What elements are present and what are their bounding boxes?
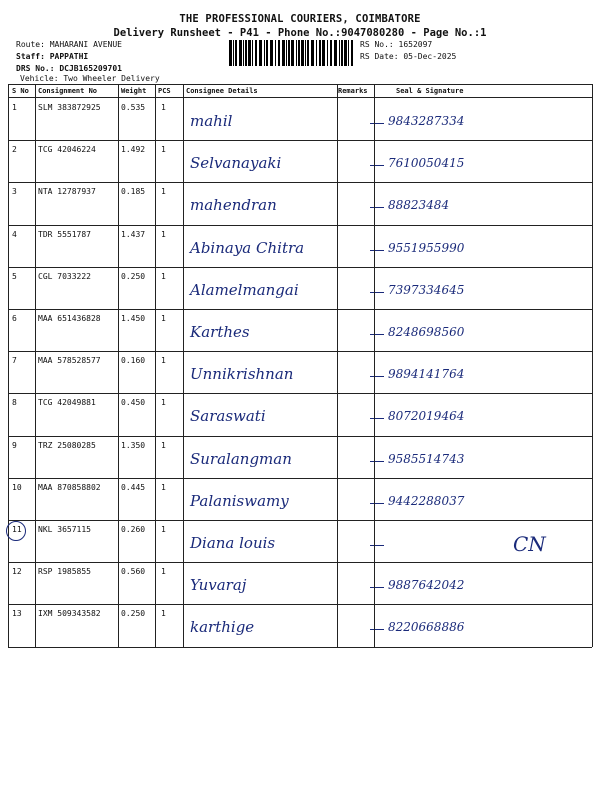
drs-label: DRS No.: DCJB165209701	[16, 64, 122, 73]
row-consignment: TDR 5551787	[38, 229, 91, 239]
remarks-mark	[370, 418, 384, 419]
remarks-mark	[370, 629, 384, 630]
barcode-bar	[275, 40, 276, 66]
remarks-mark	[370, 165, 384, 166]
table-row	[8, 309, 592, 351]
barcode-bar	[278, 40, 280, 66]
table-row	[8, 478, 592, 520]
remarks-mark	[370, 207, 384, 208]
barcode-bar	[229, 40, 232, 66]
row-pcs: 1	[161, 567, 166, 577]
barcode-bar	[301, 40, 304, 66]
column-rule	[337, 84, 338, 647]
barcode-bar	[341, 40, 343, 66]
col-consignment: Consignment No	[38, 87, 98, 95]
row-signature: 8072019464	[388, 409, 465, 424]
table-row	[8, 393, 592, 435]
row-sno: 7	[12, 356, 17, 366]
row-pcs: 1	[161, 525, 166, 534]
table-header	[8, 86, 592, 97]
barcode-bar	[344, 40, 347, 66]
barcode-bar	[330, 40, 332, 66]
runsheet-subtitle: Delivery Runsheet - P41 - Phone No.:9047080280 - Page No.:1	[113, 27, 487, 39]
row-consignee-handwritten: mahil	[190, 112, 233, 130]
row-sno: 5	[12, 271, 17, 281]
row-weight: 0.260	[121, 525, 146, 534]
remarks-mark	[370, 334, 384, 335]
row-consignment: TCG 42049881	[38, 398, 96, 408]
remarks-mark	[370, 587, 384, 588]
column-rule	[374, 84, 375, 647]
barcode-bar	[351, 40, 353, 66]
row-weight: 1.437	[121, 229, 146, 239]
barcode-bar	[235, 40, 237, 66]
row-sno: 10	[12, 482, 22, 492]
row-consignee-handwritten: Saraswati	[190, 407, 266, 426]
col-remarks: Remarks	[338, 87, 368, 95]
row-consignment: MAA 870858802	[38, 482, 101, 492]
row-weight: 1.450	[121, 314, 146, 323]
row-consignee-handwritten: Diana louis	[190, 534, 276, 552]
barcode-bar	[243, 40, 244, 66]
remarks-mark	[370, 292, 384, 293]
row-consignment: NKL 3657115	[38, 525, 91, 534]
row-pcs: 1	[161, 271, 166, 281]
table-row	[8, 267, 592, 309]
row-pcs: 1	[161, 356, 166, 366]
row-consignee-handwritten: mahendran	[190, 196, 277, 215]
route-label: Route: MAHARANI AVENUE	[16, 40, 122, 49]
barcode-bar	[334, 40, 337, 66]
barcode-bar	[266, 40, 268, 66]
row-sno: 3	[12, 187, 17, 197]
row-weight: 1.492	[121, 145, 146, 155]
table-row	[8, 436, 592, 478]
row-sno: 12	[12, 567, 22, 577]
barcode-bar	[288, 40, 290, 66]
row-pcs: 1	[161, 314, 166, 323]
barcode-bar	[298, 40, 300, 66]
row-weight: 0.160	[121, 356, 146, 366]
remarks-mark	[370, 503, 384, 504]
row-consignment: TCG 42046224	[38, 145, 96, 155]
row-consignment: IXM 509343582	[38, 609, 101, 619]
barcode-bar	[296, 40, 297, 66]
row-consignment: SLM 383872925	[38, 103, 101, 112]
barcode-bar	[233, 40, 234, 66]
barcode-bar	[255, 40, 257, 66]
table-row	[8, 182, 592, 224]
barcode-bar	[248, 40, 251, 66]
company-title: THE PROFESSIONAL COURIERS, COIMBATORE	[179, 13, 421, 25]
row-consignee-handwritten: Abinaya Chitra	[190, 238, 305, 257]
column-rule	[155, 84, 156, 647]
remarks-mark	[370, 376, 384, 377]
col-seal: Seal & Signature	[396, 87, 464, 95]
col-weight: Weight	[121, 87, 147, 95]
row-weight: 1.350	[121, 440, 146, 450]
row-consignment: MAA 578528577	[38, 356, 101, 366]
row-consignee-handwritten: Palaniswamy	[190, 491, 289, 510]
row-sno: 9	[12, 440, 17, 450]
col-pcs: PCS	[158, 87, 171, 95]
barcode-bar	[307, 40, 309, 66]
row-signature: 9894141764	[388, 367, 465, 382]
row-consignee-handwritten: Alamelmangai	[190, 280, 299, 299]
barcode-bar	[282, 40, 285, 66]
row-consignee-handwritten: karthige	[190, 618, 255, 637]
rs-date-label: RS Date: 05-Dec-2025	[360, 52, 457, 61]
row-signature: 9887642042	[388, 578, 465, 593]
column-rule	[592, 84, 593, 647]
remarks-mark	[370, 123, 384, 124]
row-consignment: RSP 1985855	[38, 567, 91, 577]
barcode-bar	[322, 40, 325, 66]
row-sno: 8	[12, 398, 17, 408]
barcode-bar	[311, 40, 314, 66]
barcode-bar	[339, 40, 340, 66]
table-top-rule	[8, 84, 592, 85]
row-sno: 6	[12, 314, 17, 323]
row-weight: 0.535	[121, 103, 146, 112]
row-consignment: MAA 651436828	[38, 314, 101, 323]
row-pcs: 1	[161, 229, 166, 239]
row-weight: 0.250	[121, 609, 146, 619]
row-pcs: 1	[161, 398, 166, 408]
column-rule	[183, 84, 184, 647]
vehicle-label: Vehicle: Two Wheeler Delivery	[20, 74, 160, 83]
row-sno: 13	[12, 609, 22, 619]
row-weight: 0.560	[121, 567, 146, 577]
row-pcs: 1	[161, 187, 166, 197]
table-row	[8, 225, 592, 267]
row-pcs: 1	[161, 145, 166, 155]
row-divider	[8, 647, 592, 648]
row-signature: 8220668886	[388, 620, 465, 635]
row-signature: 9843287334	[388, 114, 465, 128]
row-signature: 9442288037	[388, 493, 465, 508]
col-consignee: Consignee Details	[186, 87, 258, 95]
remarks-mark	[370, 461, 384, 462]
barcode-bar	[286, 40, 287, 66]
barcode	[229, 40, 354, 66]
row-consignee-handwritten: Unnikrishnan	[190, 365, 294, 384]
row-signature: 88823484	[388, 198, 450, 213]
barcode-bar	[239, 40, 242, 66]
barcode-bar	[270, 40, 273, 66]
row-signature: CN	[513, 532, 546, 556]
column-rule	[118, 84, 119, 647]
barcode-bar	[259, 40, 262, 66]
row-consignee-handwritten: Yuvaraj	[190, 576, 247, 595]
row-consignment: TRZ 25080285	[38, 440, 96, 450]
row-signature: 7610050415	[388, 156, 465, 171]
row-highlight-circle	[6, 521, 26, 541]
column-rule	[8, 84, 9, 647]
table-row	[8, 140, 592, 182]
row-sno: 2	[12, 145, 17, 155]
row-consignment: NTA 12787937	[38, 187, 96, 197]
table-row	[8, 604, 592, 646]
table-row	[8, 351, 592, 393]
row-sno: 1	[12, 103, 17, 112]
barcode-bar	[327, 40, 328, 66]
row-pcs: 1	[161, 103, 166, 112]
row-signature: 7397334645	[388, 282, 465, 297]
row-consignment: CGL 7033222	[38, 271, 91, 281]
barcode-bar	[245, 40, 247, 66]
row-signature: 9585514743	[388, 451, 465, 466]
table-row	[8, 520, 592, 562]
barcode-bar	[348, 40, 349, 66]
barcode-bar	[319, 40, 321, 66]
col-sno: S No	[12, 87, 29, 95]
staff-label: Staff: PAPPATHI	[16, 52, 89, 61]
row-consignee-handwritten: Selvanayaki	[190, 154, 282, 173]
remarks-mark	[370, 545, 384, 546]
row-signature: 8248698560	[388, 325, 465, 339]
row-consignee-handwritten: Suralangman	[190, 449, 292, 468]
barcode-bar	[291, 40, 294, 66]
table-row	[8, 562, 592, 604]
row-signature: 9551955990	[388, 240, 465, 255]
barcode-bar	[316, 40, 317, 66]
row-weight: 0.185	[121, 187, 146, 197]
row-weight: 0.450	[121, 398, 146, 408]
row-sno: 11	[12, 525, 22, 534]
barcode-bar	[264, 40, 265, 66]
column-rule	[35, 84, 36, 647]
row-sno: 4	[12, 229, 17, 239]
row-pcs: 1	[161, 609, 166, 619]
row-consignee-handwritten: Karthes	[190, 323, 250, 341]
remarks-mark	[370, 250, 384, 251]
row-pcs: 1	[161, 440, 166, 450]
row-pcs: 1	[161, 482, 166, 492]
row-weight: 0.445	[121, 482, 146, 492]
barcode-bar	[252, 40, 253, 66]
table-row	[8, 98, 592, 140]
rs-no-label: RS No.: 1652097	[360, 40, 433, 49]
row-weight: 0.250	[121, 271, 146, 281]
barcode-bar	[305, 40, 306, 66]
